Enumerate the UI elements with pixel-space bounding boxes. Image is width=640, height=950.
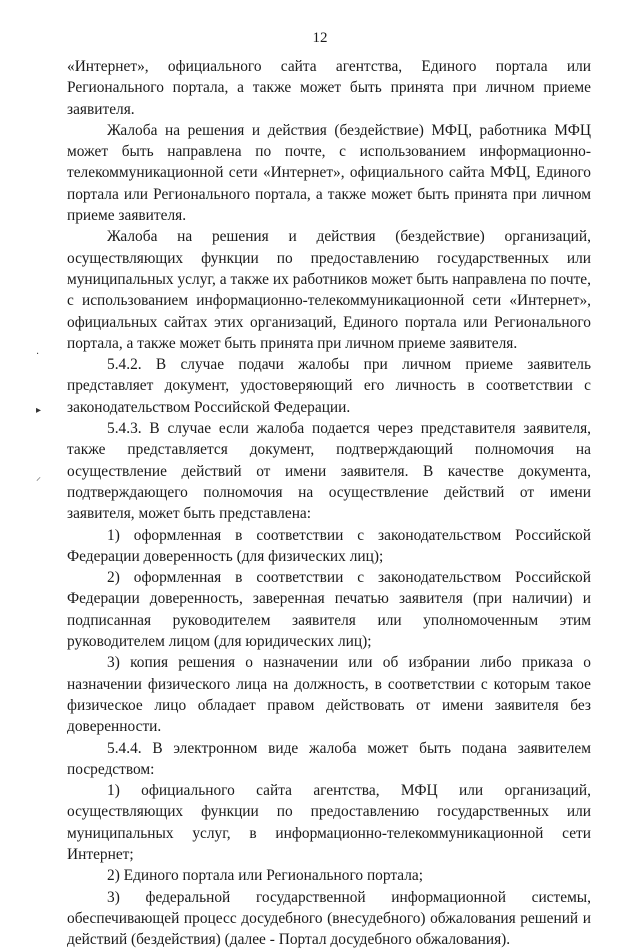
paragraph: 1) официального сайта агентства, МФЦ или организаций, осуществляющих функции по предоставлению государственных или муниципальных услуг, в информационно-телекоммуникационной сети Интернет;: [67, 782, 591, 863]
paragraph: Жалоба на решения и действия (бездействие) МФЦ, работника МФЦ может быть направлена по почте, с использованием информационно-телекоммуникационной сети «Интернет», официального сайта МФЦ, Единого портала или Регионального портала, а также может быть принята при личном приеме заявителя.: [67, 121, 591, 225]
margin-mark: ▸: [36, 405, 42, 416]
page-number: 12: [312, 30, 328, 46]
document-body: [67, 56, 591, 950]
paragraph: 5.4.3. В случае если жалоба подается через представителя заявителя, также представляется документ, подтверждающий полномочия на осуществление действий от имени заявителя. В качестве документа, подтверждающего полномочия на осуществление действий от имени заявителя, может быть представлена:: [67, 420, 591, 523]
paragraph: Жалоба на решения и действия (бездействие) организаций, осуществляющих функции по предоставлению государственных или муниципальных услуг, а также их работников может быть направлена по почте, с использованием информационно-телекоммуникационной сети «Интернет», официальных сайтах этих организаций, Единого портала или Регионального портала, а также может быть принята при личном приеме заявителя.: [67, 228, 591, 352]
paragraph: 2) Единого портала или Регионального портала;: [107, 867, 424, 885]
paragraph: 5.4.4. В электронном виде жалоба может быть подана заявителем посредством:: [67, 739, 591, 778]
paragraph: 2) оформленная в соответствии с законодательством Российской Федерации доверенность, заверенная печатью заявителя (при наличии) и подписанная руководителем заявителя или уполномоченным этим руководителем лицом (для юридических лиц);: [67, 569, 591, 651]
paragraph: 3) федеральной государственной информационной системы, обеспечивающей процесс досудебного (внесудебного) обжалования решений и действий (бездействия) (далее - Портал досудебного обжалования).: [67, 888, 591, 949]
paragraph: 3) копия решения о назначении или об избрании либо приказа о назначении физического лица на должность, в соответствии с которым такое физическое лицо обладает правом действовать от имени заявителя без доверенности.: [67, 654, 591, 736]
paragraph: 1) оформленная в соответствии с законодательством Российской Федерации доверенность (для физических лиц);: [67, 526, 591, 565]
paragraph: 5.4.2. В случае подачи жалобы при личном приеме заявитель представляет документ, удостоверяющий его личность в соответствии с законодательством Российской Федерации.: [67, 356, 591, 416]
margin-mark: ⸝: [36, 472, 41, 483]
margin-mark: ·: [36, 349, 40, 360]
paragraph: «Интернет», официального сайта агентства, Единого портала или Регионального портала, а также может быть принята при личном приеме заявителя.: [67, 58, 591, 118]
